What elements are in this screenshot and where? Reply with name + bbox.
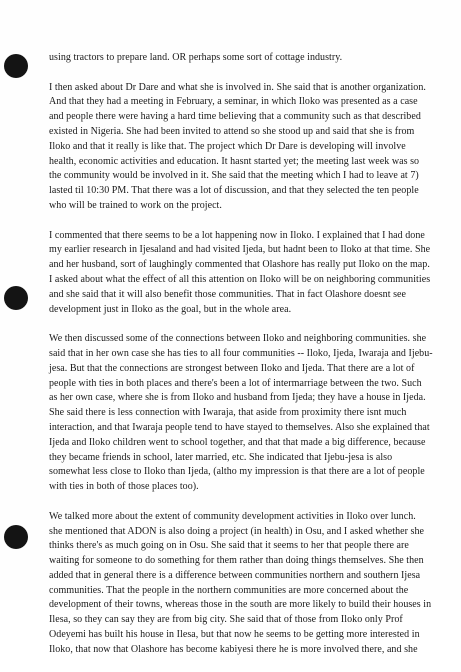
text-line: the community would be involved in it. She said that the meeting which I had to leave at 7) (49, 170, 419, 182)
text-line: waiting for someone to do something for them rather than doing things themselves. She then (49, 555, 424, 567)
text-line: she mentioned that ADON is also doing a project (in health) in Osu, and I asked whether she (49, 525, 425, 537)
paragraph (49, 81, 453, 214)
text-line: Iloko and that it really is like that. The project which Dr Dare is developing will involve (49, 140, 406, 152)
text-line: somewhat less close to Iloko than Ijeda, (altho my impression is that there are a lot of people (49, 466, 425, 478)
typed-notes-body (49, 51, 453, 672)
text-line: said that in her own case she has ties to all four communities -- Iloko, Ijeda, Iwaraja and Ijebu- (49, 347, 433, 359)
text-line: We talked more about the extent of community development activities in Iloko over lunch. (49, 510, 416, 522)
paragraph (49, 229, 453, 318)
text-line: Iloko, that now that Olashore has become kabiyesi there he is more involved there, and she (49, 643, 418, 655)
paragraph (49, 51, 453, 66)
text-line: who will be trained to work on the project. (49, 199, 222, 211)
text-line: She said there is less connection with Iwaraja, that aside from proximity there isnt much (49, 407, 407, 419)
punch-hole-top (4, 54, 28, 78)
text-line: with ties in both of those places too). (49, 481, 199, 493)
text-line: existed in Nigeria. She had been invited to attend so she stood up and said that she is from (49, 125, 415, 137)
text-line: I asked about what the effect of all this attention on Iloko will be on neighboring communities (49, 273, 431, 285)
text-line: health, economic activities and education. It hasnt started yet; the meeting last week was so (49, 155, 420, 167)
text-line: lasted til 10:30 PM. That there was a lot of discussion, and that they selected the ten people (49, 185, 419, 197)
text-line: And that they had a meeting in February, a seminar, in which Iloko was presented as a case (49, 96, 418, 108)
text-line: Odeyemi has built his house in Ilesa, but that now he seems to be getting more interested in (49, 629, 420, 641)
punch-hole-middle (4, 286, 28, 310)
text-line: they became friends in school, later married, etc. She indicated that Ijebu-jesa is also (49, 451, 393, 463)
text-line: people with ties in both places and there's been a lot of intermarriage between the two. Such (49, 377, 422, 389)
text-line: and her husband, sort of laughingly commented that Olashore has really put Iloko on the map. (49, 259, 430, 271)
text-line: and people there were having a hard time believing that a community such as that described (49, 111, 421, 123)
text-line: Ijeda and Iloko children went to school together, and that that made a big difference, because (49, 436, 426, 448)
text-line: development just in Iloko as the goal, but in the whole area. (49, 303, 292, 315)
text-line: development of their towns, whereas those in the south are more likely to build their houses in (49, 599, 432, 611)
text-line: Ilesa, so they can say they are from big city. She said that of those from Iloko only Prof (49, 614, 403, 626)
text-line: jesa. But that the connections are strongest between Iloko and Ijeda. That there are a lot of (49, 362, 415, 374)
text-line: my earlier research in Ijesaland and had visited Ijeda, but hadnt been to Iloko at that time. She (49, 244, 431, 256)
text-line: using tractors to prepare land. OR perhaps some sort of cottage industry. (49, 52, 343, 63)
text-line: We then discussed some of the connections between Iloko and neighboring communities. she (49, 333, 427, 345)
text-line: I commented that there seems to be a lot happening now in Iloko. I explained that I had done (49, 229, 425, 241)
text-line: and she said that it will also benefit those communities. That in fact Olashore doesnt see (49, 288, 407, 300)
text-line: I then asked about Dr Dare and what she is involved in. She said that is another organization. (49, 81, 426, 93)
paragraph (49, 332, 453, 495)
text-line: added that in general there is a difference between communities northern and southern Ijesa (49, 569, 421, 581)
text-line: interaction, and that Iwaraja people tend to have stayed to themselves. Also she explained that (49, 421, 430, 433)
text-line: communities. That the people in the northern communities are more concerned about the (49, 584, 409, 596)
punch-hole-bottom (4, 525, 28, 549)
paragraph (49, 510, 453, 658)
text-line: thinks there's as much going on in Osu. She said that it seems to her that people there are (49, 540, 409, 552)
text-line: as her own case, where she is from Iloko and husband from Ijeda; they have a house in Ijeda. (49, 392, 426, 404)
